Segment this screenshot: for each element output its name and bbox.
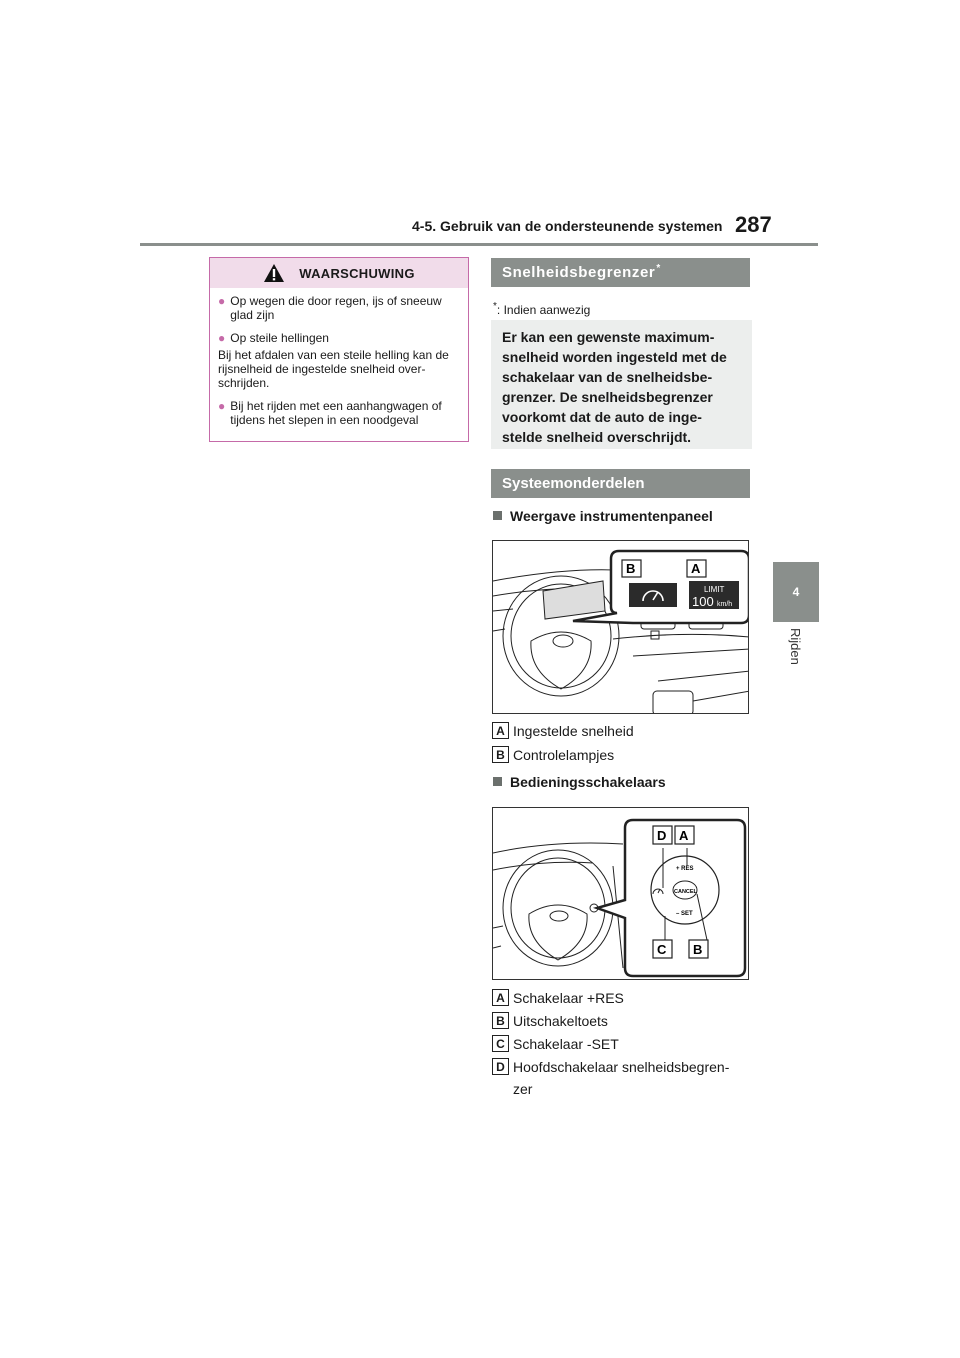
square-bullet-icon xyxy=(493,511,502,520)
section-heading-speed-limiter: Snelheidsbegrenzer * xyxy=(491,258,750,287)
svg-text:CANCEL: CANCEL xyxy=(674,889,697,895)
page-number: 287 xyxy=(735,212,772,237)
warning-item: ● Op wegen die door regen, ijs of sneeuw glad zijn xyxy=(218,294,442,322)
running-header: 4-5. Gebruik van de ondersteunende systemen xyxy=(412,218,723,234)
svg-text:– SET: – SET xyxy=(676,911,693,917)
bullet-icon: ● xyxy=(218,331,226,345)
header-rule xyxy=(140,243,818,246)
legend-item: D Hoofdschakelaar snelheidsbegren- xyxy=(492,1058,729,1075)
summary-box: Er kan een gewenste maximum-snelheid worden ingesteld met de schakelaar van de snelheidsbe-grenzer. De snelheidsbegrenzer voorkomt dat de auto de inge-stelde snelheid overschrijdt. xyxy=(491,320,752,449)
warning-paragraph: Bij het afdalen van een steile helling kan de rijsnelheid de ingestelde snelheid over-schrijden. xyxy=(218,348,449,390)
legend-letter: C xyxy=(492,1035,509,1052)
legend-continuation: zer xyxy=(513,1081,533,1097)
section-heading-system-components: Systeemonderdelen xyxy=(491,469,750,498)
svg-text:100: 100 xyxy=(692,594,714,609)
subheading-operating-switches: Bedieningsschakelaars xyxy=(493,774,666,790)
legend-item: B Controlelampjes xyxy=(492,746,614,763)
instrument-panel-illustration xyxy=(492,540,749,714)
legend-letter: D xyxy=(492,1058,509,1075)
legend-letter: B xyxy=(492,1012,509,1029)
callout-c: C xyxy=(657,942,667,957)
callout-b: B xyxy=(626,561,636,576)
bullet-icon: ● xyxy=(218,399,226,413)
callout-a: A xyxy=(691,561,701,576)
square-bullet-icon xyxy=(493,777,502,786)
warning-header xyxy=(210,258,468,288)
legend-item: A Ingestelde snelheid xyxy=(492,722,634,739)
callout-b: B xyxy=(693,942,703,957)
footnote: *: Indien aanwezig xyxy=(493,301,591,317)
svg-text:LIMIT: LIMIT xyxy=(704,585,725,594)
svg-text:+ RES: + RES xyxy=(676,866,694,872)
callout-d: D xyxy=(657,828,667,843)
legend-item: C Schakelaar -SET xyxy=(492,1035,619,1052)
legend-item: A Schakelaar +RES xyxy=(492,989,624,1006)
legend-item: B Uitschakeltoets xyxy=(492,1012,608,1029)
legend-letter: A xyxy=(492,722,509,739)
warning-item: ● Bij het rijden met een aanhangwagen of tijdens het slepen in een noodgeval xyxy=(218,399,442,427)
steering-drawing xyxy=(493,808,749,980)
dashboard-drawing xyxy=(493,541,749,714)
steering-switch-illustration xyxy=(492,807,749,980)
chapter-tab: 4 xyxy=(773,562,819,622)
warning-box xyxy=(209,257,469,442)
warning-title: WAARSCHUWING xyxy=(299,265,415,281)
svg-text:km/h: km/h xyxy=(717,601,733,608)
callout-a: A xyxy=(679,828,689,843)
warning-item: ● Op steile hellingen xyxy=(218,331,329,345)
subheading-instrument-panel: Weergave instrumentenpaneel xyxy=(493,508,713,524)
bullet-icon: ● xyxy=(218,294,226,308)
chapter-label: Rijden xyxy=(788,628,803,665)
warning-triangle-icon xyxy=(263,263,285,283)
warning-body xyxy=(210,288,468,427)
legend-letter: B xyxy=(492,746,509,763)
legend-letter: A xyxy=(492,989,509,1006)
